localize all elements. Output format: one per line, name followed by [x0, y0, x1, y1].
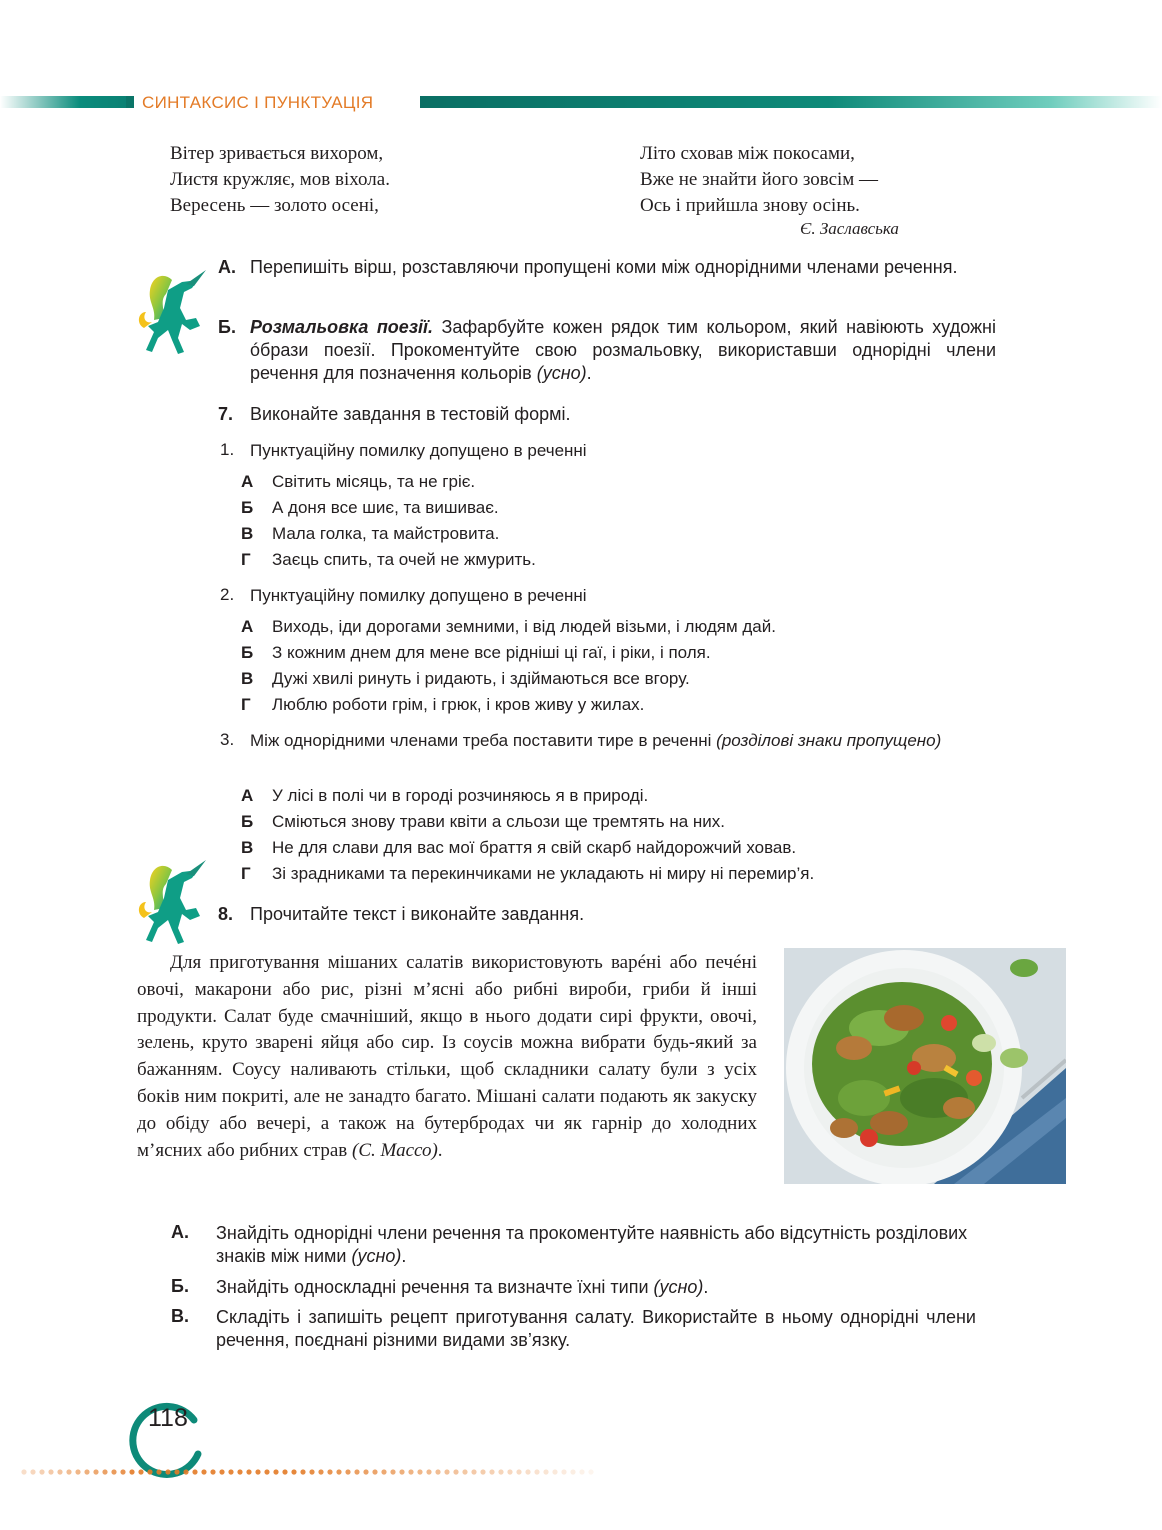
footer-dot — [426, 1469, 431, 1474]
final-task-note: (усно) — [653, 1277, 704, 1297]
footer-dot — [39, 1469, 44, 1474]
unicorn-icon — [134, 858, 216, 946]
footer-dot — [435, 1469, 440, 1474]
salad-photo — [784, 948, 1066, 1184]
poem-right-column — [640, 141, 878, 219]
footer-dot — [30, 1469, 35, 1474]
final-task-text — [216, 1222, 976, 1268]
final-task-label: Б. — [171, 1276, 189, 1296]
option-letter: В — [241, 524, 254, 543]
footer-dot — [156, 1469, 161, 1474]
task-b-end: . — [586, 363, 592, 383]
option-text: Заєць спить, та очей не жмурить. — [272, 550, 536, 569]
unicorn-icon — [134, 268, 216, 356]
final-task-text — [216, 1306, 976, 1352]
option-letter: Г — [241, 550, 251, 569]
section-title: СИНТАКСИС І ПУНКТУАЦІЯ — [142, 93, 374, 112]
footer-dot — [579, 1469, 584, 1474]
footer-dot — [192, 1469, 197, 1474]
option-letter: В — [241, 838, 254, 857]
option-text: У лісі в полі чи в городі розчиняюсь я в природі. — [272, 786, 649, 805]
footer-dot — [498, 1469, 503, 1474]
footer-dot — [363, 1469, 368, 1474]
footer-dot — [408, 1469, 413, 1474]
final-task-text — [216, 1276, 976, 1299]
footer-dot-line — [20, 1466, 600, 1478]
option-letter: А — [241, 786, 254, 805]
footer-dot — [552, 1469, 557, 1474]
header-band-left — [0, 96, 133, 108]
footer-dot — [390, 1469, 395, 1474]
footer-dot — [588, 1469, 593, 1474]
final-task-note: (усно) — [351, 1246, 402, 1266]
footer-dot — [516, 1469, 521, 1474]
reading-text — [137, 950, 757, 1164]
option-text: Дужі хвилі ринуть і ридають, і здіймаються все вгору. — [272, 669, 690, 688]
poem-line: Листя кружляє, мов віхола. — [170, 169, 390, 190]
task-a-text: Перепишіть вірш, розставляючи пропущені коми між однорідними членами речення. — [250, 257, 958, 277]
footer-dot — [417, 1469, 422, 1474]
reading-body: Для приготування мішаних салатів використовують варéні або печéні овочі, макарони або рис, різні м’ясні або рибні вироби, гриби й інші продукти. Салат буде смачніший, якщо в нього додати сирі фрукти, овочі, зелень, круто зварені яйця або сир. Із соусів можна вибрати будь-який за бажанням. Соусу наливають стільки, щоб складники салату були з усіх боків ним покриті, але не занадто багато. Мішані салати подають як закуску до обіду або вечері, а також на бутербродах чи як гарнір до холодних м’ясних або рибних страв — [137, 952, 757, 1161]
option-letter: А — [241, 472, 254, 491]
option-letter: В — [241, 669, 254, 688]
option-text: Мала голка, та майстровита. — [272, 524, 500, 543]
task-8-text: Прочитайте текст і виконайте завдання. — [250, 904, 585, 924]
reading-source: (С. Массо) — [352, 1139, 438, 1161]
footer-dot — [561, 1469, 566, 1474]
footer-dot — [57, 1469, 62, 1474]
footer-dot — [255, 1469, 260, 1474]
footer-dot — [174, 1469, 179, 1474]
footer-dot — [525, 1469, 530, 1474]
footer-dot — [48, 1469, 53, 1474]
footer-dot — [345, 1469, 350, 1474]
footer-dot — [246, 1469, 251, 1474]
poem-line: Вітер зривається вихором, — [170, 143, 384, 164]
footer-dot — [381, 1469, 386, 1474]
footer-dot — [300, 1469, 305, 1474]
footer-dot — [66, 1469, 71, 1474]
option-text: Виходь, іди дорогами земними, і від людей візьми, і людям дай. — [272, 617, 776, 636]
option-letter: Б — [241, 643, 254, 662]
footer-dot — [210, 1469, 215, 1474]
final-task-label: А. — [171, 1222, 189, 1242]
page-number: 118 — [148, 1404, 188, 1432]
option-text: А доня все шиє, та вишиває. — [272, 498, 499, 517]
option-letter: Г — [241, 864, 251, 883]
footer-dot — [111, 1469, 116, 1474]
footer-dot — [183, 1469, 188, 1474]
footer-dot — [570, 1469, 575, 1474]
final-task-end: . — [703, 1277, 709, 1297]
footer-dot — [327, 1469, 332, 1474]
footer-dot — [93, 1469, 98, 1474]
footer-dot — [264, 1469, 269, 1474]
task-8-label: 8. — [218, 904, 234, 924]
footer-dot — [282, 1469, 287, 1474]
final-task-label: В. — [171, 1306, 189, 1326]
footer-dot — [507, 1469, 512, 1474]
task-b-text — [250, 316, 996, 385]
option-text: Люблю роботи грім, і грюк, і кров живу у жилах. — [272, 695, 645, 714]
task-b-body: Зафарбуйте кожен рядок тим кольором, який навіюють художні óбрази поезії. Прокоментуйте свою розмальовку, використавши однорідні члени речення для позначення кольорів — [250, 317, 996, 383]
final-task-end: . — [401, 1246, 407, 1266]
footer-dot — [165, 1469, 170, 1474]
footer-dot — [237, 1469, 242, 1474]
footer-dot — [372, 1469, 377, 1474]
footer-dot — [120, 1469, 125, 1474]
header-band-right — [420, 96, 1162, 108]
option-text: Світить місяць, та не гріє. — [272, 472, 476, 491]
final-task-body: Складіть і запишіть рецепт приготування салату. Використайте в ньому однорідні члени речення, поєднані різними видами зв’язку. — [216, 1307, 976, 1350]
footer-dot — [291, 1469, 296, 1474]
option-letter: Б — [241, 812, 254, 831]
footer-dot — [471, 1469, 476, 1474]
question-text: Пунктуаційну помилку допущено в реченні — [250, 586, 587, 605]
task-7-text: Виконайте завдання в тестовій формі. — [250, 404, 571, 424]
question-text: Пунктуаційну помилку допущено в реченні — [250, 441, 587, 460]
footer-dot — [75, 1469, 80, 1474]
option-text: Не для слави для вас мої браття я свій скарб найдорожчий ховав. — [272, 838, 797, 857]
footer-dot — [219, 1469, 224, 1474]
poem-left-column — [170, 141, 390, 219]
option-text: Сміються знову трави квіти а сльози ще тремтять на них. — [272, 812, 726, 831]
footer-dot — [444, 1469, 449, 1474]
footer-dot — [399, 1469, 404, 1474]
footer-dot — [147, 1469, 152, 1474]
poem-line: Вже не знайти його зовсім — — [640, 169, 879, 190]
question-note: (розділові знаки пропущено) — [716, 731, 942, 750]
footer-dot — [354, 1469, 359, 1474]
question-number: 2. — [220, 585, 235, 604]
header-band-marker — [126, 96, 134, 108]
footer-dot — [534, 1469, 539, 1474]
footer-dot — [462, 1469, 467, 1474]
footer-dot — [129, 1469, 134, 1474]
reading-paragraph — [137, 950, 757, 1164]
footer-dot — [228, 1469, 233, 1474]
footer-dot — [21, 1469, 26, 1474]
task-a-label: А. — [218, 257, 236, 277]
task-7-label: 7. — [218, 404, 234, 424]
task-b-label: Б. — [218, 317, 236, 337]
footer-dot — [543, 1469, 548, 1474]
footer-dot — [201, 1469, 206, 1474]
footer-dot — [453, 1469, 458, 1474]
salad-illustration — [784, 948, 1066, 1184]
option-letter: А — [241, 617, 254, 636]
final-task-body: Знайдіть односкладні речення та визначте їхні типи — [216, 1277, 654, 1297]
footer-dot — [336, 1469, 341, 1474]
poem-line: Літо сховав між покосами, — [640, 143, 855, 164]
poem-line: Вересень — золото осені, — [170, 195, 379, 216]
footer-dot — [480, 1469, 485, 1474]
option-text: З кожним днем для мене все рідніші ці гаї, і ріки, і поля. — [272, 643, 711, 662]
question-text — [250, 730, 980, 752]
footer-dot — [309, 1469, 314, 1474]
poem-author: Є. Заславська — [800, 219, 899, 238]
footer-dot — [84, 1469, 89, 1474]
footer-dot — [273, 1469, 278, 1474]
option-letter: Г — [241, 695, 251, 714]
footer-dot — [138, 1469, 143, 1474]
footer-dot — [318, 1469, 323, 1474]
poem-line: Ось і прийшла знову осінь. — [640, 195, 860, 216]
task-b-note: (усно) — [536, 363, 587, 383]
final-task-body: Знайдіть однорідні члени речення та прокоментуйте наявність або відсутність розділових знаків між ними — [216, 1223, 968, 1266]
question-number: 1. — [220, 440, 235, 459]
task-b-title: Розмальовка поезії. — [250, 317, 434, 337]
option-letter: Б — [241, 498, 254, 517]
question-number: 3. — [220, 730, 235, 749]
footer-dot — [489, 1469, 494, 1474]
footer-dot — [102, 1469, 107, 1474]
question-text-body: Між однорідними членами треба поставити тире в реченні — [250, 731, 717, 750]
option-text: Зі зрадниками та перекинчиками не укладають ні миру ні перемир’я. — [272, 864, 815, 883]
reading-end: . — [437, 1139, 443, 1161]
